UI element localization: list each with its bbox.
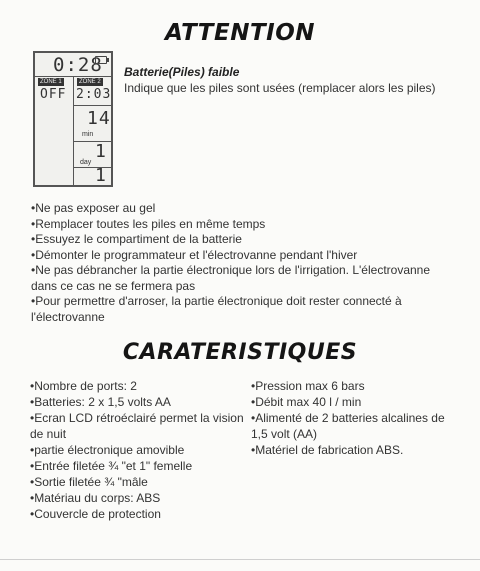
- list-item: •Matériel de fabrication ABS.: [251, 443, 404, 457]
- lcd-day-value: 1: [95, 141, 107, 162]
- lcd-divider: [73, 105, 111, 106]
- page-bottom-rule: [0, 559, 480, 560]
- lcd-zone2-label: ZONE 2: [79, 79, 101, 85]
- characteristics-right-list: [251, 378, 457, 458]
- lcd-last-value: 1: [95, 165, 107, 186]
- lcd-zone1-value: OFF: [40, 87, 67, 102]
- lcd-day-unit: day: [80, 159, 92, 166]
- list-item: •Démonter le programmateur et l'électrovanne pendant l'hiver: [31, 247, 358, 262]
- list-item: •Batteries: 2 x 1,5 volts AA: [30, 395, 171, 409]
- characteristics-heading: CARATERISTIQUES: [122, 340, 358, 365]
- characteristics-left-list: [30, 378, 244, 522]
- lcd-column-divider: [73, 77, 74, 185]
- lcd-zone1-label: ZONE 1: [40, 79, 62, 85]
- lcd-display: [33, 51, 113, 187]
- warning-list: [31, 201, 451, 325]
- list-item: •Ne pas exposer au gel: [31, 201, 156, 215]
- battery-warning-title: Batterie(Piles) faible: [124, 65, 240, 79]
- list-item: •Ecran LCD rétroéclairé permet la vision de nuit: [30, 411, 244, 441]
- list-item: •Sortie filetée ¾ "mâle: [30, 475, 148, 489]
- list-item: •Pression max 6 bars: [251, 379, 365, 393]
- lcd-clock: 0:28: [53, 54, 103, 76]
- list-item: •Matériau du corps: ABS: [30, 491, 161, 505]
- battery-warning-description: Indique que les piles sont usées (remplacer alors les piles): [124, 81, 436, 95]
- list-item: •Débit max 40 l / min: [251, 395, 362, 409]
- list-item: •Ne pas débrancher la partie électronique lors de l'irrigation. L'électrovanne dans ce cas ne se fermera pas: [31, 263, 431, 293]
- lcd-zone2-value: 2:03: [76, 87, 112, 102]
- battery-icon: [95, 56, 107, 64]
- list-item: •Nombre de ports: 2: [30, 379, 137, 393]
- list-item: •Pour permettre d'arroser, la partie électronique doit rester connecté à l'électrovanne: [31, 294, 402, 324]
- list-item: •Essuyez le compartiment de la batterie: [31, 232, 242, 246]
- list-item: •Couvercle de protection: [30, 507, 161, 521]
- list-item: •partie électronique amovible: [30, 443, 185, 457]
- list-item: •Alimenté de 2 batteries alcalines de 1,5 volt (AA): [251, 411, 445, 441]
- list-item: •Entrée filetée ¾ "et 1" femelle: [30, 459, 193, 473]
- lcd-minutes-unit: min: [82, 131, 94, 138]
- lcd-minutes-value: 14: [87, 108, 111, 129]
- attention-heading: ATTENTION: [164, 20, 315, 46]
- list-item: •Remplacer toutes les piles en même temps: [31, 216, 266, 231]
